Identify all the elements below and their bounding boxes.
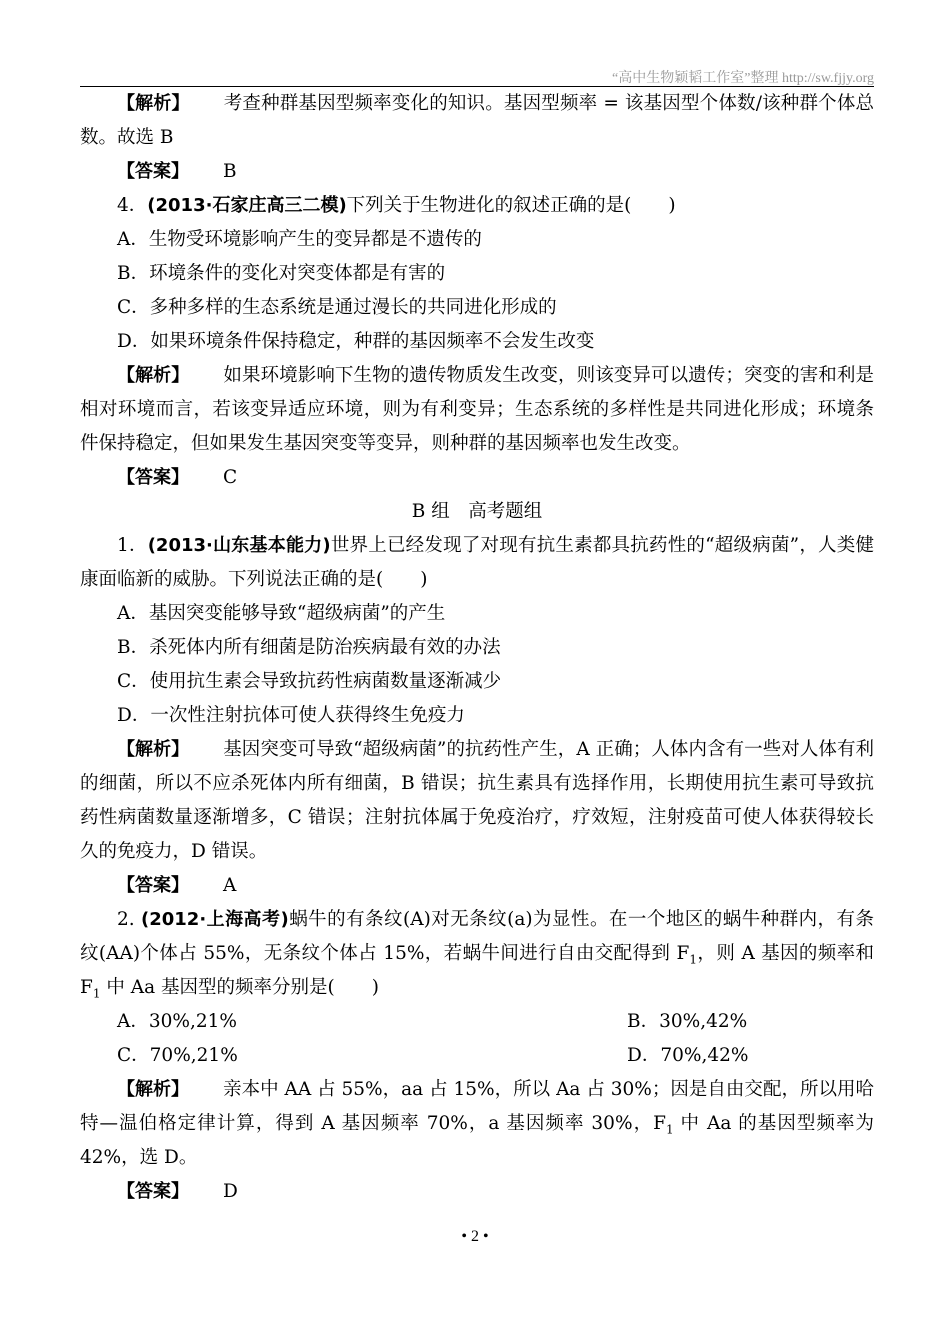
page-number: • 2 • <box>461 1228 489 1245</box>
analysis-text: 基因突变可导致“超级病菌”的抗药性产生，A 正确；人体内含有一些对人体有利的细菌，所以不应杀死体内所有细菌，B 错误；抗生素具有选择作用，长期使用抗生素可导致抗药性病菌数量逐渐增多，C 错误；注射抗体属于免疫治疗，疗效短，注射疫苗可使人体获得较长久的免疫力，D 错误。 <box>80 739 874 862</box>
answer-text: D <box>223 1181 238 1202</box>
question-source: (2012·上海高考) <box>141 909 289 930</box>
q4-stem <box>80 189 874 223</box>
analysis-tag: 【解析】 <box>117 93 190 114</box>
b1-analysis <box>80 733 874 869</box>
q3-analysis <box>80 87 874 155</box>
answer-text: C <box>223 467 238 488</box>
q4-analysis <box>80 359 874 461</box>
question-number: 4． <box>117 195 148 216</box>
question-number: 1． <box>117 535 148 556</box>
q4-option-d: D．如果环境条件保持稳定，种群的基因频率不会发生改变 <box>117 331 595 352</box>
analysis-tag: 【解析】 <box>117 739 190 760</box>
analysis-tag: 【解析】 <box>117 365 190 386</box>
b1-option-c: C．使用抗生素会导致抗药性病菌数量逐渐减少 <box>117 671 502 692</box>
b2-option-d: D．70%,42% <box>627 1045 749 1066</box>
q4-option-c: C．多种多样的生态系统是通过漫长的共同进化形成的 <box>117 297 557 318</box>
analysis-text-part1: 亲本中 AA 占 55%，aa 占 15%，所以 Aa 占 30%；因是自由交配，所以用哈特—温伯格定律计算，得到 A 基因频率 70%，a 基因频率 30%，F <box>80 1079 875 1134</box>
b2-option-c: C．70%,21% <box>117 1045 238 1066</box>
answer-text: B <box>223 161 237 182</box>
answer-tag: 【答案】 <box>117 161 189 182</box>
b1-stem <box>80 529 874 597</box>
answer-tag: 【答案】 <box>117 467 189 488</box>
question-stem-part3: 中 Aa 基因型的频率分别是( ) <box>100 977 379 998</box>
b2-option-b: B．30%,42% <box>627 1011 748 1032</box>
section-title: B 组 高考题组 <box>411 501 543 522</box>
subscript: 1 <box>92 986 101 1001</box>
q4-answer <box>80 461 874 495</box>
b2-options-row-1 <box>80 1005 874 1039</box>
b2-option-a: A．30%,21% <box>117 1011 237 1032</box>
q4-option-a: A．生物受环境影响产生的变异都是不遗传的 <box>117 229 482 250</box>
b2-analysis <box>80 1073 874 1175</box>
b2-answer <box>80 1175 874 1209</box>
b1-option-d: D．一次性注射抗体可使人获得终生免疫力 <box>117 705 465 726</box>
b2-options-row-2 <box>80 1039 874 1073</box>
question-stem: 世界上已经发现了对现有抗生素都具抗药性的“超级病菌”，人类健康面临新的威胁。下列说法正确的是( ) <box>80 535 874 590</box>
subscript: 1 <box>689 952 698 967</box>
question-stem: 下列关于生物进化的叙述正确的是( ) <box>346 195 676 216</box>
answer-tag: 【答案】 <box>117 1181 189 1202</box>
page-header: “高中生物颖韬工作室”整理 http://sw.fjjy.org <box>612 71 874 86</box>
analysis-text: 考查种群基因型频率变化的知识。基因型频率 = 该基因型个体数/该种群个体总数。故选 B <box>80 93 874 148</box>
question-stem-part2: ，则 A 基因的频率和 F <box>80 943 875 998</box>
q3-answer <box>80 155 874 189</box>
analysis-text-part2: 中 Aa 的基因型频率为 42%，选 D。 <box>80 1113 874 1168</box>
b1-option-a: A．基因突变能够导致“超级病菌”的产生 <box>117 603 446 624</box>
question-stem-part1: 蜗牛的有条纹(A)对无条纹(a)为显性。在一个地区的蜗牛种群内，有条纹(AA)个体占 55%，无条纹个体占 15%，若蜗牛间进行自由交配得到 F <box>80 909 874 964</box>
analysis-tag: 【解析】 <box>117 1079 190 1100</box>
answer-text: A <box>223 875 237 896</box>
page-content <box>80 87 874 1209</box>
b1-option-b: B．杀死体内所有细菌是防治疾病最有效的办法 <box>117 637 501 658</box>
subscript: 1 <box>665 1122 674 1137</box>
answer-tag: 【答案】 <box>117 875 189 896</box>
question-source: (2013·山东基本能力) <box>147 535 331 556</box>
question-source: (2013·石家庄高三二模) <box>147 195 347 216</box>
b1-answer <box>80 869 874 903</box>
analysis-text: 如果环境影响下生物的遗传物质发生改变，则该变异可以遗传；突变的害和利是相对环境而言，若该变异适应环境，则为有利变异；生态系统的多样性是共同进化形成；环境条件保持稳定，但如果发生基因突变等变异，则种群的基因频率也发生改变。 <box>80 365 874 454</box>
q4-option-b: B．环境条件的变化对突变体都是有害的 <box>117 263 446 284</box>
question-number: 2. <box>117 909 141 930</box>
b2-stem <box>80 903 874 1005</box>
